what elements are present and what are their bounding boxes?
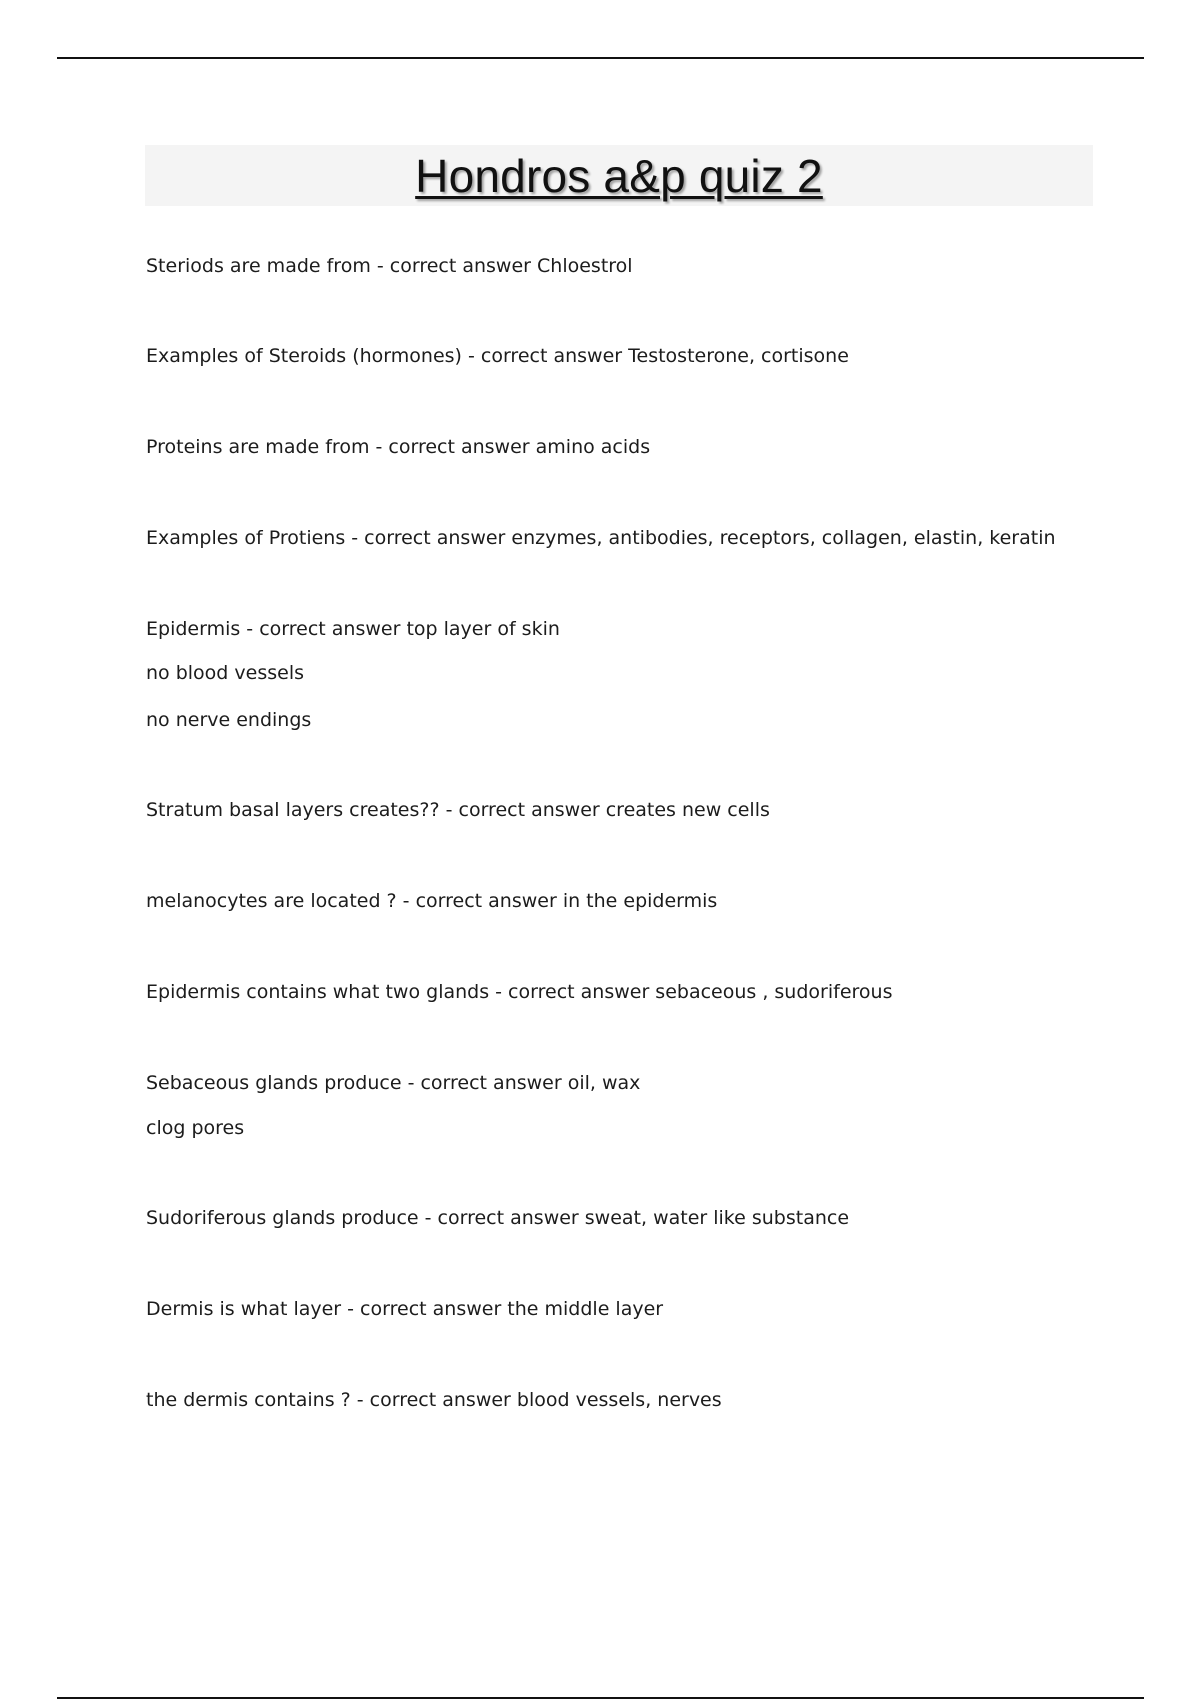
answer-text: creates new cells [605,799,770,821]
bottom-divider [57,1697,1144,1699]
qa-entry [146,617,560,641]
question-text: Examples of Protiens [146,527,346,549]
answer-separator: - correct answer [461,345,629,367]
answer-separator: - correct answer [396,890,563,912]
answer-continuation: no blood vessels [146,662,304,684]
answer-separator: - correct answer [418,1207,585,1229]
document-title: Hondros a&p quiz 2 [415,149,823,202]
title-banner [145,145,1093,206]
qa-entry [146,1388,722,1412]
answer-continuation: no nerve endings [146,709,312,731]
qa-entry [146,798,770,822]
answer-separator: - correct answer [350,1389,517,1411]
answer-separator: - correct answer [489,981,656,1003]
answer-continuation: clog pores [146,1117,245,1139]
qa-entry [146,254,633,278]
answer-separator: - correct answer [240,618,407,640]
qa-entry [146,980,892,1004]
qa-entry [146,435,650,459]
answer-separator: - correct answer [370,255,538,277]
qa-entry [146,1071,640,1095]
answer-separator: - correct answer [345,527,512,549]
question-text: Proteins are made from [146,436,370,458]
answer-separator: - correct answer [369,436,536,458]
question-text: the dermis contains ? [146,1389,351,1411]
qa-entry [146,1297,663,1321]
question-text: Stratum basal layers creates?? [146,799,440,821]
answer-text: the middle layer [507,1298,664,1320]
answer-text: blood vessels, nerves [516,1389,722,1411]
answer-text: oil, wax [567,1072,641,1094]
qa-entry [146,889,717,913]
qa-entry [146,1206,849,1230]
question-text: Dermis is what layer [146,1298,342,1320]
answer-text: in the epidermis [562,890,718,912]
answer-text: enzymes, antibodies, receptors, collagen, elastin, keratin [511,527,1056,549]
answer-separator: - correct answer [439,799,606,821]
question-text: Examples of Steroids (hormones) [146,345,462,367]
answer-text: amino acids [535,436,651,458]
question-text: Steriods are made from [146,255,371,277]
answer-separator: - correct answer [341,1298,508,1320]
question-text: Epidermis contains what two glands [146,981,490,1003]
question-text: melanocytes are located ? [146,890,397,912]
question-text: Sudoriferous glands produce [146,1207,419,1229]
answer-separator: - correct answer [401,1072,568,1094]
qa-entry [146,526,1056,550]
question-text: Sebaceous glands produce [146,1072,402,1094]
answer-text: Chloestrol [537,255,633,277]
qa-entry [146,344,849,368]
answer-text: sebaceous , sudoriferous [655,981,893,1003]
answer-text: Testosterone, cortisone [628,345,849,367]
top-divider [57,57,1144,59]
question-text: Epidermis [146,618,241,640]
answer-text: sweat, water like substance [584,1207,850,1229]
answer-text: top layer of skin [406,618,560,640]
